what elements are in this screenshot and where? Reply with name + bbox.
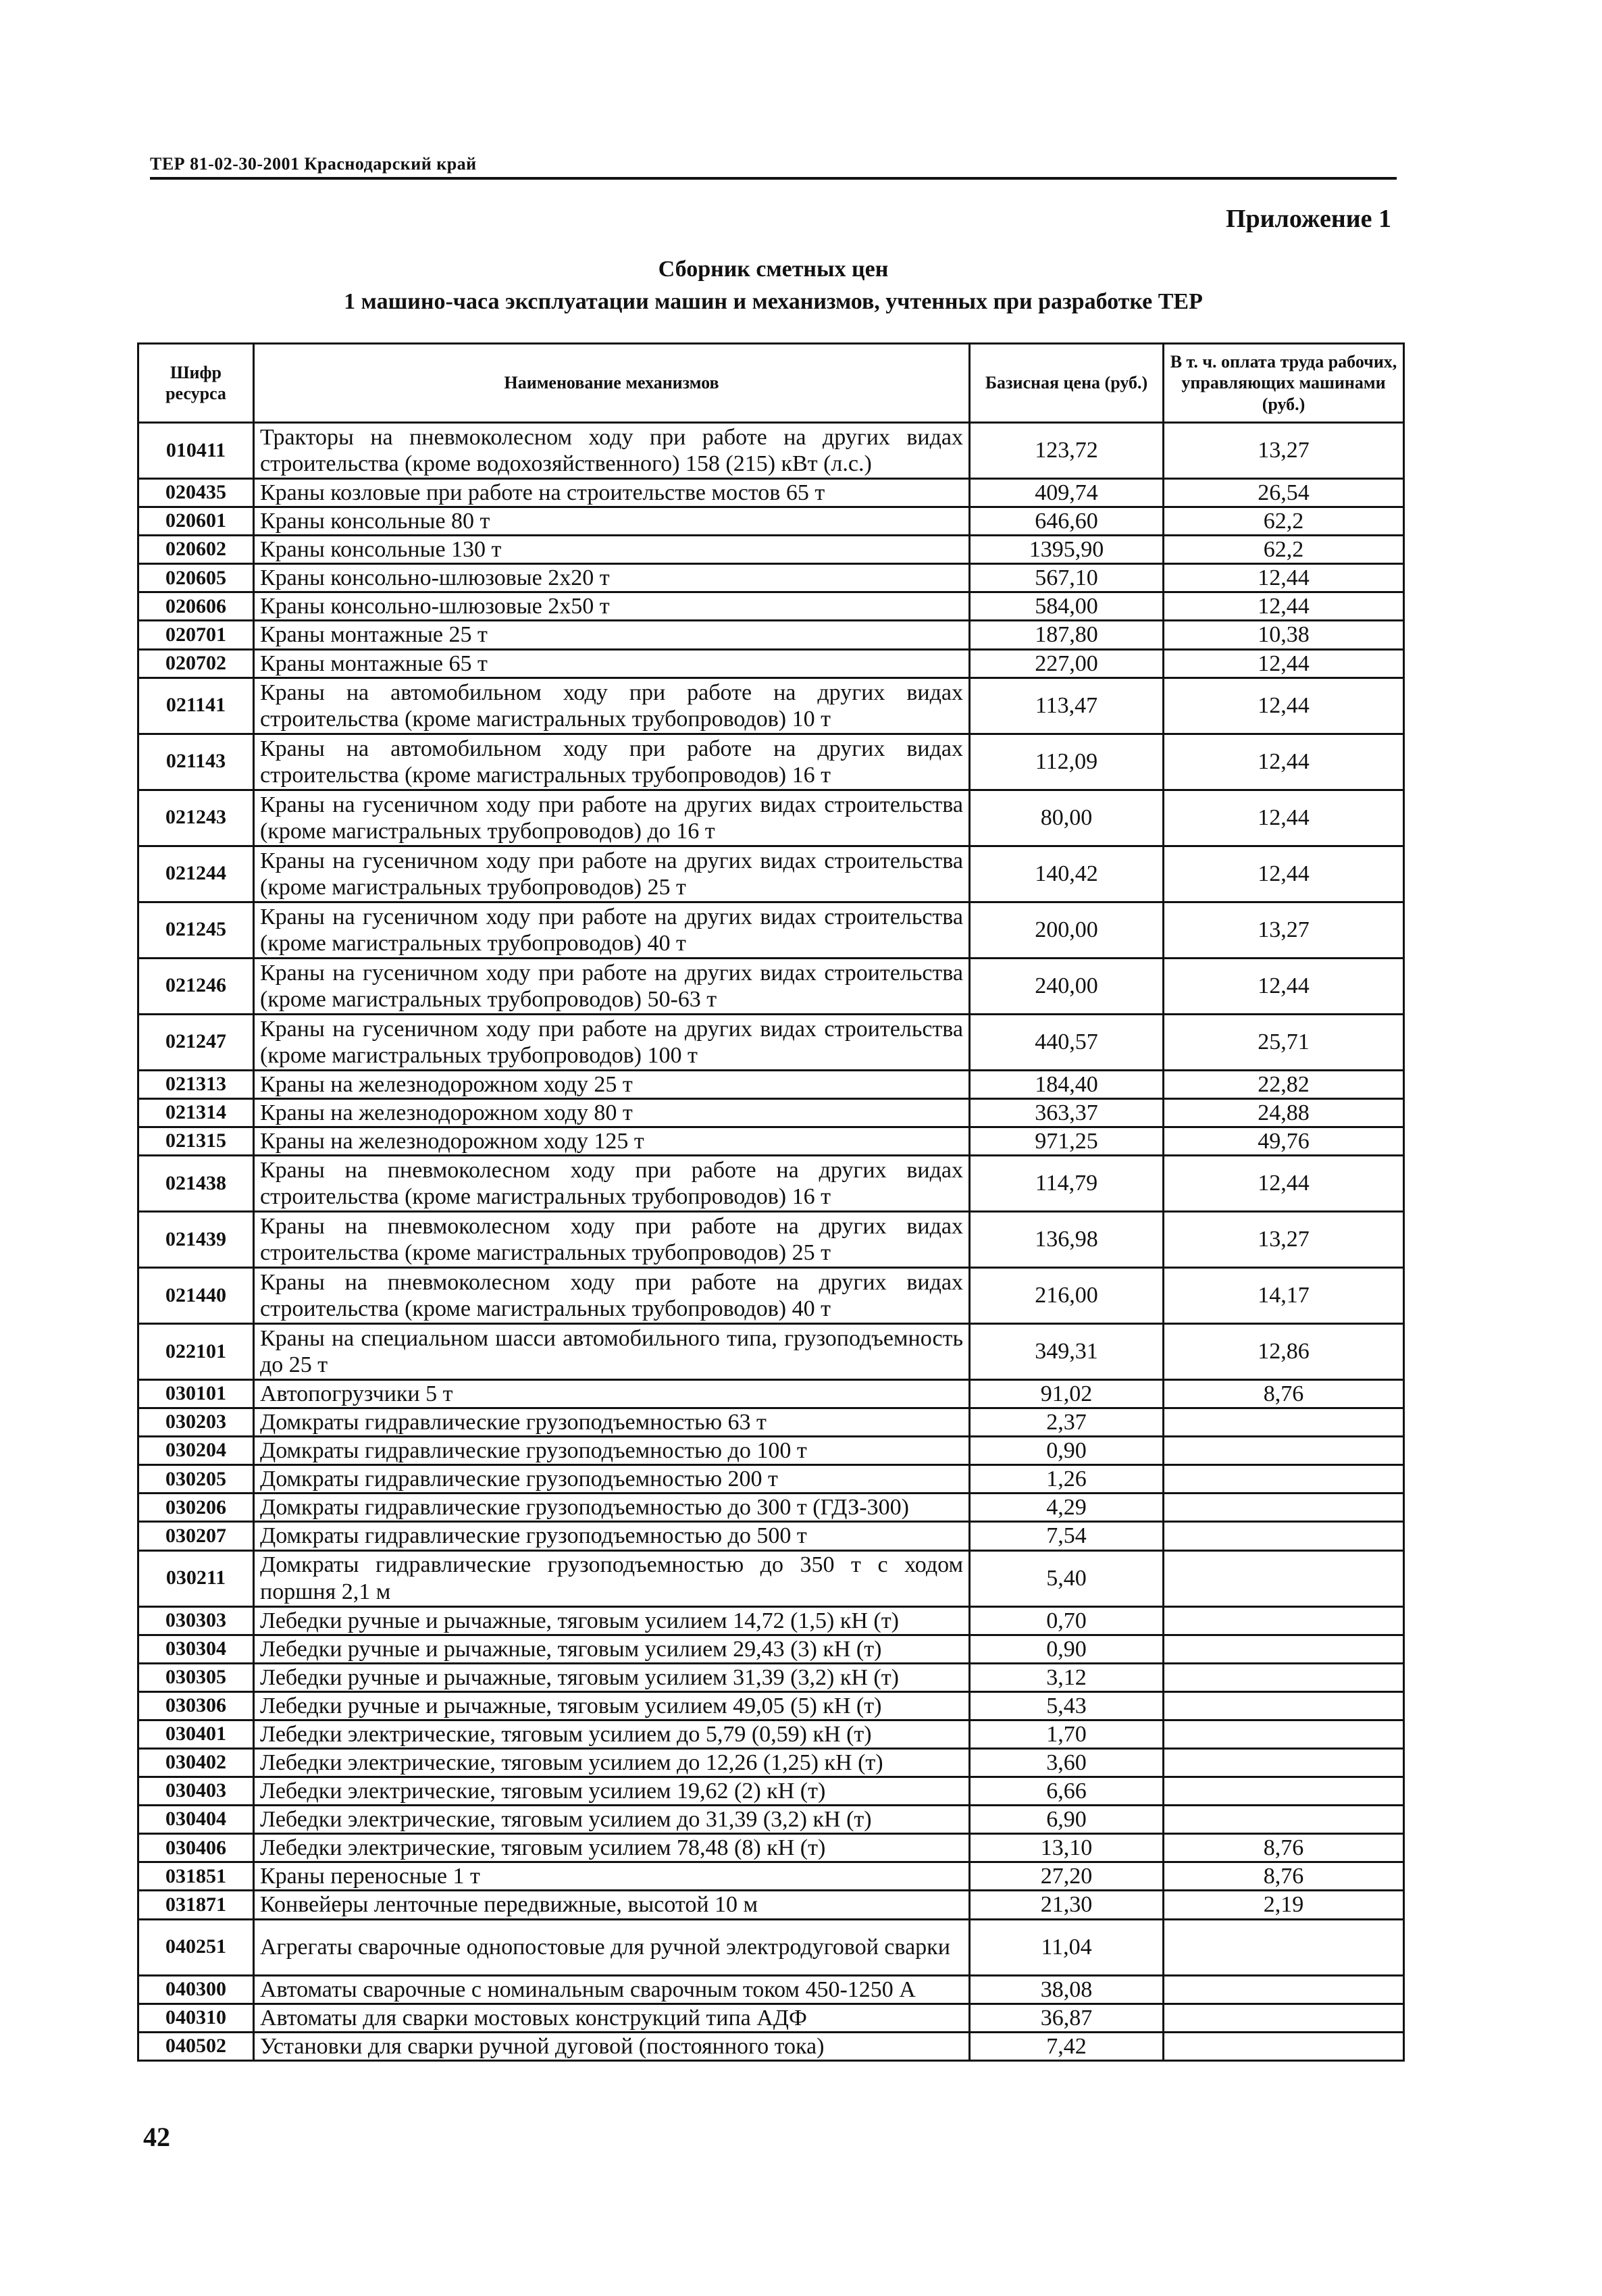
resource-code-cell: 030403 [138, 1777, 254, 1806]
mechanism-name-cell: Краны консольно-шлюзовые 2х50 т [254, 592, 970, 621]
resource-code-cell: 021440 [138, 1267, 254, 1323]
table-row [138, 2004, 1404, 2032]
labor-cost-cell [1164, 1691, 1404, 1720]
resource-code-cell: 040502 [138, 2032, 254, 2060]
resource-code-cell: 031871 [138, 1891, 254, 1919]
table-row [138, 1550, 1404, 1606]
header-rule [150, 177, 1397, 180]
resource-code-cell: 021245 [138, 902, 254, 958]
mechanism-name-cell: Краны козловые при работе на строительстве мостов 65 т [254, 479, 970, 507]
labor-cost-cell [1164, 1494, 1404, 1522]
table-row [138, 1014, 1404, 1070]
labor-cost-cell: 22,82 [1164, 1070, 1404, 1098]
mechanism-name-cell: Краны на гусеничном ходу при работе на других видах строительства (кроме магистральных трубопроводов) 50-63 т [254, 958, 970, 1014]
resource-code-cell: 030203 [138, 1408, 254, 1437]
table-row [138, 1691, 1404, 1720]
base-price-cell: 36,87 [970, 2004, 1164, 2032]
labor-cost-cell: 12,44 [1164, 734, 1404, 790]
resource-code-cell: 031851 [138, 1862, 254, 1891]
resource-code-cell: 021313 [138, 1070, 254, 1098]
mechanism-name-cell: Автоматы для сварки мостовых конструкций типа АДФ [254, 2004, 970, 2032]
base-price-cell: 227,00 [970, 649, 1164, 678]
resource-code-cell: 021243 [138, 790, 254, 846]
table-row [138, 1267, 1404, 1323]
resource-code-cell: 030304 [138, 1635, 254, 1663]
labor-cost-cell [1164, 1606, 1404, 1635]
base-price-cell: 7,54 [970, 1522, 1164, 1550]
table-row [138, 1494, 1404, 1522]
labor-cost-cell [1164, 1748, 1404, 1777]
table-row [138, 1155, 1404, 1211]
table-row [138, 1127, 1404, 1155]
mechanism-name-cell: Краны на железнодорожном ходу 80 т [254, 1098, 970, 1127]
base-price-cell: 27,20 [970, 1862, 1164, 1891]
table-row [138, 1975, 1404, 2004]
base-price-cell: 1,70 [970, 1720, 1164, 1748]
resource-code-cell: 030205 [138, 1465, 254, 1494]
labor-cost-cell: 12,44 [1164, 649, 1404, 678]
mechanism-name-cell: Краны на автомобильном ходу при работе на других видах строительства (кроме магистральных трубопроводов) 16 т [254, 734, 970, 790]
table-row [138, 734, 1404, 790]
mechanism-name-cell: Домкраты гидравлические грузоподъемностью 63 т [254, 1408, 970, 1437]
labor-cost-cell: 24,88 [1164, 1098, 1404, 1127]
base-price-cell: 187,80 [970, 621, 1164, 649]
labor-cost-cell [1164, 1663, 1404, 1691]
page-number: 42 [143, 2122, 170, 2152]
base-price-cell: 7,42 [970, 2032, 1164, 2060]
labor-cost-cell [1164, 2032, 1404, 2060]
base-price-cell: 21,30 [970, 1891, 1164, 1919]
labor-cost-cell: 12,44 [1164, 592, 1404, 621]
labor-cost-cell: 10,38 [1164, 621, 1404, 649]
table-row [138, 1777, 1404, 1806]
mechanism-name-cell: Домкраты гидравлические грузоподъемностью до 100 т [254, 1437, 970, 1465]
table-row [138, 678, 1404, 734]
mechanism-name-cell: Краны на гусеничном ходу при работе на других видах строительства (кроме магистральных трубопроводов) 40 т [254, 902, 970, 958]
labor-cost-cell [1164, 1635, 1404, 1663]
base-price-cell: 5,40 [970, 1550, 1164, 1606]
base-price-cell: 113,47 [970, 678, 1164, 734]
mechanism-name-cell: Краны на пневмоколесном ходу при работе на других видах строительства (кроме магистральных трубопроводов) 25 т [254, 1211, 970, 1267]
resource-code-cell: 030303 [138, 1606, 254, 1635]
mechanism-name-cell: Лебедки электрические, тяговым усилием 19,62 (2) кН (т) [254, 1777, 970, 1806]
table-row [138, 902, 1404, 958]
base-price-cell: 4,29 [970, 1494, 1164, 1522]
labor-cost-cell: 12,44 [1164, 846, 1404, 902]
resource-code-cell: 030207 [138, 1522, 254, 1550]
table-row [138, 1323, 1404, 1379]
table-row [138, 1522, 1404, 1550]
resource-code-cell: 030305 [138, 1663, 254, 1691]
base-price-cell: 112,09 [970, 734, 1164, 790]
resource-code-cell: 021247 [138, 1014, 254, 1070]
resource-code-cell: 021244 [138, 846, 254, 902]
labor-cost-cell [1164, 2004, 1404, 2032]
mechanism-name-cell: Домкраты гидравлические грузоподъемностью до 500 т [254, 1522, 970, 1550]
mechanism-name-cell: Автопогрузчики 5 т [254, 1379, 970, 1408]
document-subtitle: 1 машино-часа эксплуатации машин и механизмов, учтенных при разработке ТЕР [344, 289, 1203, 314]
labor-cost-cell [1164, 1777, 1404, 1806]
mechanism-name-cell: Домкраты гидравлические грузоподъемностью до 350 т с ходом поршня 2,1 м [254, 1550, 970, 1606]
running-title: ТЕР 81-02-30-2001 Краснодарский край [150, 154, 477, 174]
labor-cost-cell [1164, 1806, 1404, 1834]
mechanism-name-cell: Краны переносные 1 т [254, 1862, 970, 1891]
table-row [138, 790, 1404, 846]
labor-cost-cell: 25,71 [1164, 1014, 1404, 1070]
resource-code-cell: 030402 [138, 1748, 254, 1777]
mechanism-name-cell: Домкраты гидравлические грузоподъемностью до 300 т (ГДЗ-300) [254, 1494, 970, 1522]
labor-cost-cell [1164, 1550, 1404, 1606]
labor-cost-cell: 62,2 [1164, 536, 1404, 564]
mechanism-name-cell: Краны на железнодорожном ходу 125 т [254, 1127, 970, 1155]
base-price-cell: 1,26 [970, 1465, 1164, 1494]
mechanism-name-cell: Краны на гусеничном ходу при работе на других видах строительства (кроме магистральных трубопроводов) 100 т [254, 1014, 970, 1070]
table-row [138, 1806, 1404, 1834]
labor-cost-cell: 62,2 [1164, 507, 1404, 536]
base-price-cell: 971,25 [970, 1127, 1164, 1155]
table-row [138, 536, 1404, 564]
column-header-code: Шифр ресурса [138, 344, 254, 423]
appendix-label: Приложение 1 [1225, 205, 1391, 233]
table-row [138, 1834, 1404, 1862]
table-row [138, 507, 1404, 536]
table-row [138, 1862, 1404, 1891]
mechanism-name-cell: Краны на автомобильном ходу при работе на других видах строительства (кроме магистральных трубопроводов) 10 т [254, 678, 970, 734]
mechanism-name-cell: Конвейеры ленточные передвижные, высотой 10 м [254, 1891, 970, 1919]
base-price-cell: 114,79 [970, 1155, 1164, 1211]
mechanism-name-cell: Краны консольные 80 т [254, 507, 970, 536]
base-price-cell: 409,74 [970, 479, 1164, 507]
table-row [138, 423, 1404, 479]
base-price-cell: 0,70 [970, 1606, 1164, 1635]
base-price-cell: 123,72 [970, 423, 1164, 479]
mechanism-name-cell: Лебедки ручные и рычажные, тяговым усилием 31,39 (3,2) кН (т) [254, 1663, 970, 1691]
mechanism-name-cell: Лебедки ручные и рычажные, тяговым усилием 14,72 (1,5) кН (т) [254, 1606, 970, 1635]
resource-code-cell: 020701 [138, 621, 254, 649]
table-row [138, 1748, 1404, 1777]
mechanism-name-cell: Краны консольные 130 т [254, 536, 970, 564]
table-row [138, 846, 1404, 902]
labor-cost-cell [1164, 1919, 1404, 1975]
table-row [138, 1663, 1404, 1691]
base-price-cell: 200,00 [970, 902, 1164, 958]
labor-cost-cell: 12,44 [1164, 678, 1404, 734]
table-row [138, 1408, 1404, 1437]
resource-code-cell: 030211 [138, 1550, 254, 1606]
resource-code-cell: 030206 [138, 1494, 254, 1522]
table-row [138, 1720, 1404, 1748]
labor-cost-cell [1164, 1720, 1404, 1748]
resource-code-cell: 022101 [138, 1323, 254, 1379]
mechanism-name-cell: Автоматы сварочные с номинальным сварочным током 450-1250 А [254, 1975, 970, 2004]
labor-cost-cell: 14,17 [1164, 1267, 1404, 1323]
resource-code-cell: 021315 [138, 1127, 254, 1155]
base-price-cell: 6,90 [970, 1806, 1164, 1834]
table-body [138, 423, 1404, 2061]
table-row [138, 564, 1404, 592]
resource-code-cell: 021143 [138, 734, 254, 790]
mechanism-name-cell: Краны консольно-шлюзовые 2х20 т [254, 564, 970, 592]
mechanism-name-cell: Краны на гусеничном ходу при работе на других видах строительства (кроме магистральных трубопроводов) 25 т [254, 846, 970, 902]
resource-code-cell: 020702 [138, 649, 254, 678]
column-header-labor: В т. ч. оплата труда рабочих, управляющих машинами (руб.) [1164, 344, 1404, 423]
base-price-cell: 567,10 [970, 564, 1164, 592]
resource-code-cell: 020605 [138, 564, 254, 592]
base-price-cell: 3,12 [970, 1663, 1164, 1691]
mechanism-name-cell: Краны монтажные 65 т [254, 649, 970, 678]
labor-cost-cell [1164, 1522, 1404, 1550]
base-price-cell: 216,00 [970, 1267, 1164, 1323]
mechanism-name-cell: Краны монтажные 25 т [254, 621, 970, 649]
base-price-cell: 38,08 [970, 1975, 1164, 2004]
labor-cost-cell: 13,27 [1164, 1211, 1404, 1267]
base-price-cell: 5,43 [970, 1691, 1164, 1720]
resource-code-cell: 021438 [138, 1155, 254, 1211]
column-header-name: Наименование механизмов [254, 344, 970, 423]
labor-cost-cell [1164, 1408, 1404, 1437]
resource-code-cell: 021439 [138, 1211, 254, 1267]
base-price-cell: 584,00 [970, 592, 1164, 621]
labor-cost-cell [1164, 1437, 1404, 1465]
table-row [138, 1070, 1404, 1098]
labor-cost-cell: 12,44 [1164, 564, 1404, 592]
resource-code-cell: 020602 [138, 536, 254, 564]
resource-code-cell: 030404 [138, 1806, 254, 1834]
mechanism-name-cell: Краны на гусеничном ходу при работе на других видах строительства (кроме магистральных трубопроводов) до 16 т [254, 790, 970, 846]
table-row [138, 592, 1404, 621]
table-row [138, 1891, 1404, 1919]
resource-code-cell: 020606 [138, 592, 254, 621]
resource-code-cell: 021246 [138, 958, 254, 1014]
table-row [138, 1098, 1404, 1127]
labor-cost-cell [1164, 1975, 1404, 2004]
table-row [138, 958, 1404, 1014]
mechanism-name-cell: Лебедки ручные и рычажные, тяговым усилием 29,43 (3) кН (т) [254, 1635, 970, 1663]
mechanism-name-cell: Краны на пневмоколесном ходу при работе на других видах строительства (кроме магистральных трубопроводов) 40 т [254, 1267, 970, 1323]
table-row [138, 1211, 1404, 1267]
column-header-price: Базисная цена (руб.) [970, 344, 1164, 423]
base-price-cell: 136,98 [970, 1211, 1164, 1267]
mechanism-name-cell: Установки для сварки ручной дуговой (постоянного тока) [254, 2032, 970, 2060]
table-row [138, 621, 1404, 649]
resource-code-cell: 040310 [138, 2004, 254, 2032]
base-price-cell: 80,00 [970, 790, 1164, 846]
base-price-cell: 13,10 [970, 1834, 1164, 1862]
labor-cost-cell: 2,19 [1164, 1891, 1404, 1919]
labor-cost-cell [1164, 1465, 1404, 1494]
base-price-cell: 646,60 [970, 507, 1164, 536]
mechanism-name-cell: Лебедки электрические, тяговым усилием до 5,79 (0,59) кН (т) [254, 1720, 970, 1748]
labor-cost-cell: 12,44 [1164, 1155, 1404, 1211]
base-price-cell: 11,04 [970, 1919, 1164, 1975]
resource-code-cell: 030306 [138, 1691, 254, 1720]
table-row [138, 1437, 1404, 1465]
mechanism-name-cell: Лебедки электрические, тяговым усилием 78,48 (8) кН (т) [254, 1834, 970, 1862]
base-price-cell: 91,02 [970, 1379, 1164, 1408]
labor-cost-cell: 12,86 [1164, 1323, 1404, 1379]
table-row [138, 2032, 1404, 2060]
labor-cost-cell: 26,54 [1164, 479, 1404, 507]
base-price-cell: 1395,90 [970, 536, 1164, 564]
mechanism-name-cell: Краны на пневмоколесном ходу при работе на других видах строительства (кроме магистральных трубопроводов) 16 т [254, 1155, 970, 1211]
base-price-cell: 6,66 [970, 1777, 1164, 1806]
base-price-cell: 240,00 [970, 958, 1164, 1014]
labor-cost-cell: 13,27 [1164, 423, 1404, 479]
base-price-cell: 3,60 [970, 1748, 1164, 1777]
labor-cost-cell: 13,27 [1164, 902, 1404, 958]
mechanism-name-cell: Агрегаты сварочные однопостовые для ручной электродуговой сварки [254, 1919, 970, 1975]
labor-cost-cell: 12,44 [1164, 790, 1404, 846]
base-price-cell: 0,90 [970, 1635, 1164, 1663]
resource-code-cell: 010411 [138, 423, 254, 479]
labor-cost-cell: 8,76 [1164, 1834, 1404, 1862]
base-price-cell: 140,42 [970, 846, 1164, 902]
resource-code-cell: 030406 [138, 1834, 254, 1862]
table-row [138, 1379, 1404, 1408]
resource-code-cell: 021141 [138, 678, 254, 734]
resource-code-cell: 030204 [138, 1437, 254, 1465]
mechanism-name-cell: Домкраты гидравлические грузоподъемностью 200 т [254, 1465, 970, 1494]
mechanism-name-cell: Краны на специальном шасси автомобильного типа, грузоподъемность до 25 т [254, 1323, 970, 1379]
resource-code-cell: 030101 [138, 1379, 254, 1408]
mechanism-name-cell: Тракторы на пневмоколесном ходу при работе на других видах строительства (кроме водохозяйственного) 158 (215) кВт (л.с.) [254, 423, 970, 479]
base-price-cell: 349,31 [970, 1323, 1164, 1379]
table-row [138, 1606, 1404, 1635]
resource-code-cell: 040251 [138, 1919, 254, 1975]
table-row [138, 1465, 1404, 1494]
mechanism-name-cell: Краны на железнодорожном ходу 25 т [254, 1070, 970, 1098]
labor-cost-cell: 49,76 [1164, 1127, 1404, 1155]
base-price-cell: 184,40 [970, 1070, 1164, 1098]
labor-cost-cell: 8,76 [1164, 1379, 1404, 1408]
table-row [138, 1635, 1404, 1663]
resource-code-cell: 040300 [138, 1975, 254, 2004]
labor-cost-cell: 8,76 [1164, 1862, 1404, 1891]
mechanism-name-cell: Лебедки электрические, тяговым усилием до 31,39 (3,2) кН (т) [254, 1806, 970, 1834]
labor-cost-cell: 12,44 [1164, 958, 1404, 1014]
base-price-cell: 440,57 [970, 1014, 1164, 1070]
table-row [138, 1919, 1404, 1975]
mechanism-name-cell: Лебедки ручные и рычажные, тяговым усилием 49,05 (5) кН (т) [254, 1691, 970, 1720]
base-price-cell: 363,37 [970, 1098, 1164, 1127]
price-table [137, 342, 1405, 2062]
base-price-cell: 2,37 [970, 1408, 1164, 1437]
mechanism-name-cell: Лебедки электрические, тяговым усилием до 12,26 (1,25) кН (т) [254, 1748, 970, 1777]
document-title: Сборник сметных цен [658, 257, 889, 282]
table-row [138, 649, 1404, 678]
resource-code-cell: 030401 [138, 1720, 254, 1748]
resource-code-cell: 020435 [138, 479, 254, 507]
resource-code-cell: 021314 [138, 1098, 254, 1127]
table-row [138, 479, 1404, 507]
base-price-cell: 0,90 [970, 1437, 1164, 1465]
resource-code-cell: 020601 [138, 507, 254, 536]
table-header-row [138, 344, 1404, 423]
